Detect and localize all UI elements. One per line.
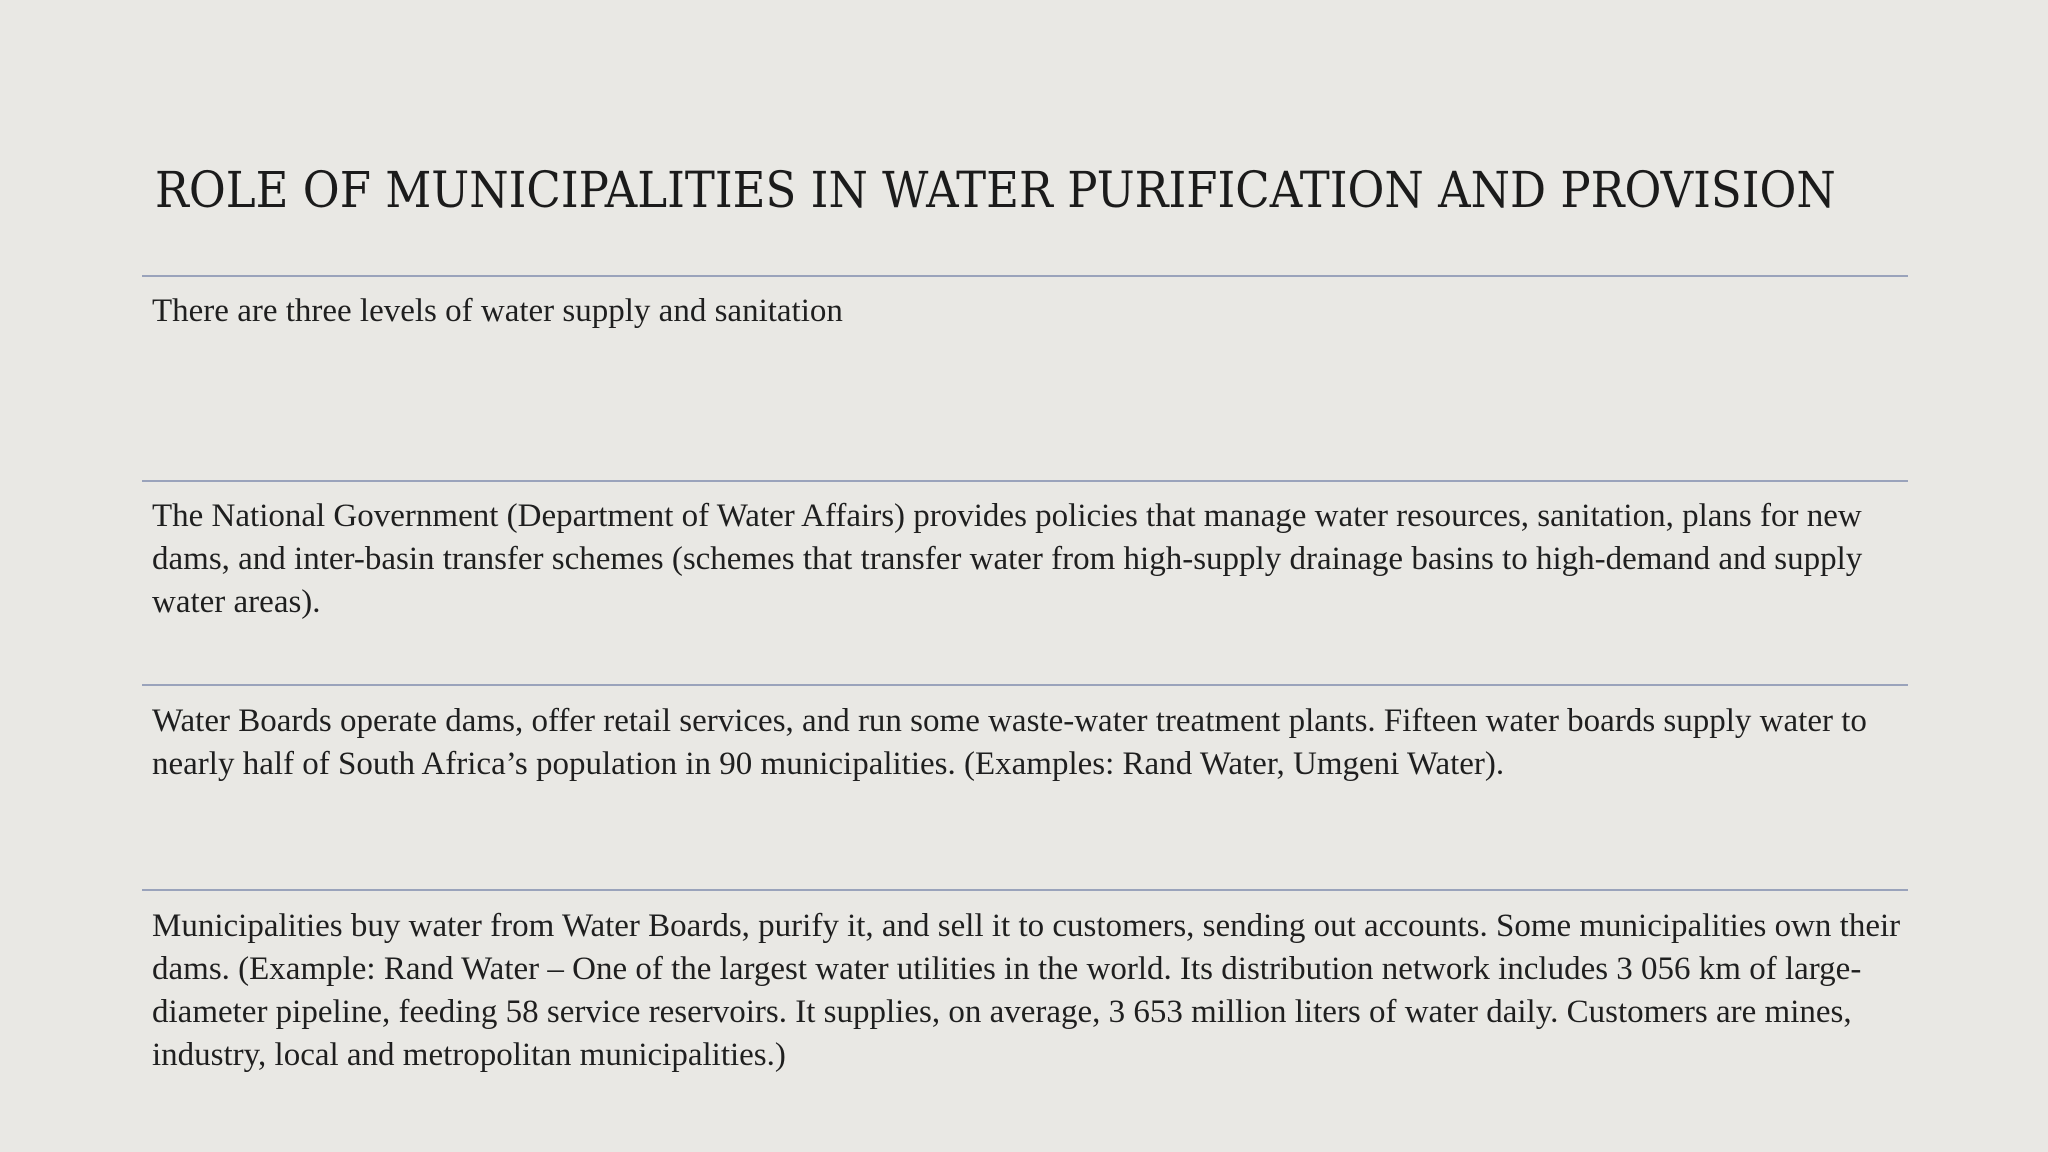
slide-title: ROLE OF MUNICIPALITIES IN WATER PURIFICATION AND PROVISION xyxy=(155,161,1836,219)
list-item: Municipalities buy water from Water Boards, purify it, and sell it to customers, sending out accounts. Some municipalities own their dams. (Example: Rand Water – One of the largest water utilities in the world. Its distribution network includes 3 056 km of large-diameter pipeline, feeding 58 service reservoirs. It supplies, on average, 3 653 million liters of water daily. Customers are mines, industry, local and metropolitan municipalities.) xyxy=(152,908,1901,1073)
list-item: There are three levels of water supply and sanitation xyxy=(152,293,843,329)
list-item: Water Boards operate dams, offer retail services, and run some waste-water treatment plants. Fifteen water boards supply water to nearly half of South Africa’s population in 90 municipalities. (Examples: Rand Water, Umgeni Water). xyxy=(152,703,1867,782)
divider-line xyxy=(142,684,1908,686)
divider-line xyxy=(142,275,1908,277)
divider-line xyxy=(142,480,1908,482)
list-item: The National Government (Department of Water Affairs) provides policies that manage water resources, sanitation, plans for new dams, and inter-basin transfer schemes (schemes that transfer water from high-supply drainage basins to high-demand and supply water areas). xyxy=(152,498,1863,620)
divider-line xyxy=(142,889,1908,891)
